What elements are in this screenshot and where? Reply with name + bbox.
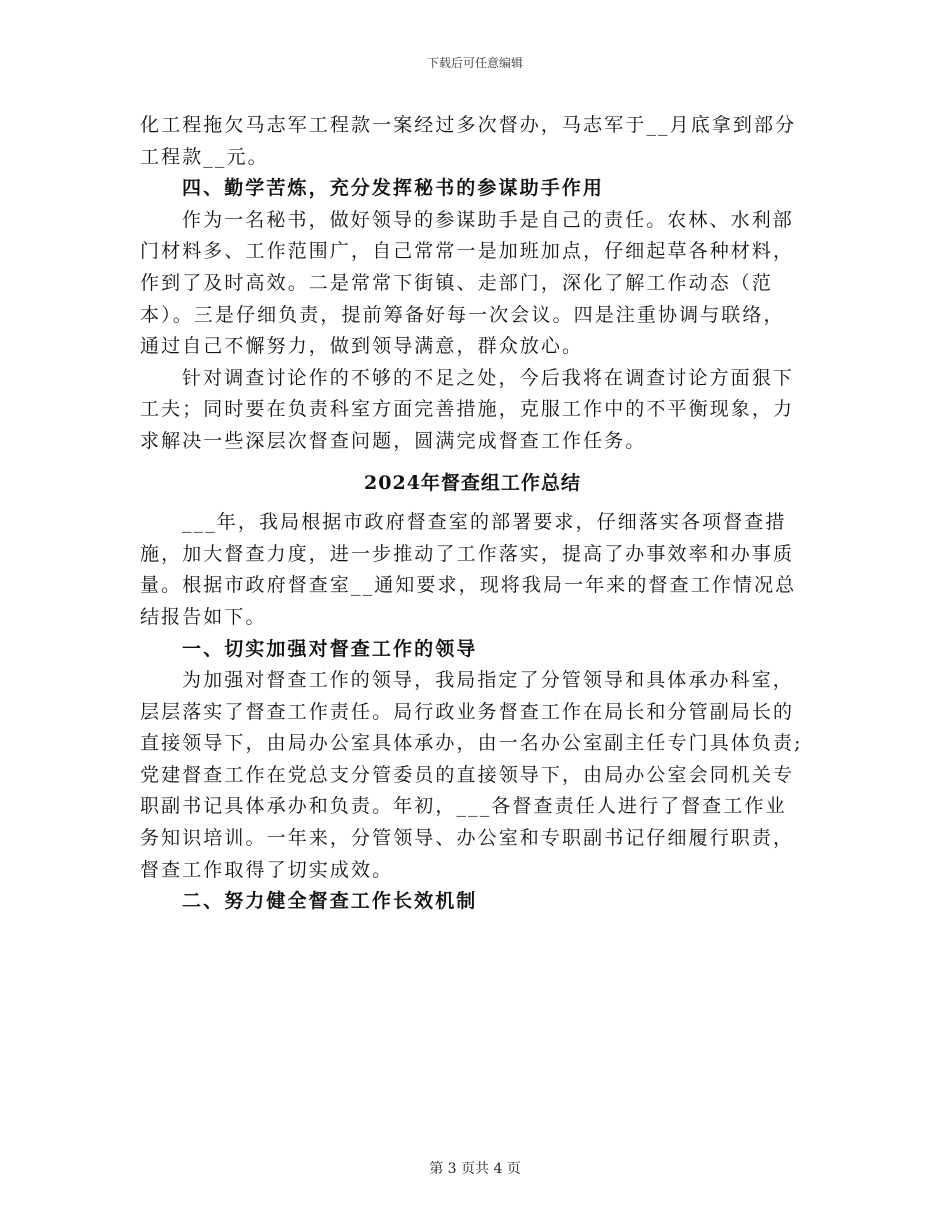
paragraph: 针对调查讨论作的不够的不足之处，今后我将在调查讨论方面狠下工夫；同时要在负责科室方面完善措施，克服工作中的不平衡现象，力求解决一些深层次督查问题，圆满完成督查工作任务。 <box>140 366 795 452</box>
paragraph: ___年，我局根据市政府督查室的部署要求，仔细落实各项督查措施，加大督查力度，进一步推动了工作落实，提高了办事效率和办事质量。根据市政府督查室__通知要求，现将我局一年来的督查工作情况总结报告如下。 <box>140 511 797 628</box>
document-body <box>140 110 805 918</box>
page-header: 下载后可任意编辑 <box>426 56 523 70</box>
section-heading-4: 四、勤学苦炼，充分发挥秘书的参谋助手作用 <box>182 177 605 200</box>
section-heading-1: 一、切实加强对督查工作的领导 <box>182 637 478 660</box>
paragraph: 作为一名秘书，做好领导的参谋助手是自己的责任。农林、水利部门材料多、工作范围广，自己常常一是加班加点，仔细起草各种材料，作到了及时高效。二是常常下街镇、走部门，深化了解工作动态（范本）。三是仔细负责，提前筹备好每一次会议。四是注重协调与联络，通过自己不懈努力，做到领导满意，群众放心。 <box>140 208 795 358</box>
page-footer: 第 3 页共 4 页 <box>429 1161 521 1177</box>
paragraph: 为加强对督查工作的领导，我局指定了分管领导和具体承办科室，层层落实了督查工作责任。局行政业务督查工作在局长和分管副局长的直接领导下，由局办公室具体承办，由一名办公室副主任专门具体负责;党建督查工作在党总支分管委员的直接领导下，由局办公室会同机关专职副书记具体承办和负责。年初，___各督查责任人进行了督查工作业务知识培训。一年来，分管领导、办公室和专职副书记仔细履行职责，督查工作取得了切实成效。 <box>140 669 803 881</box>
document-title: 2024年督查组工作总结 <box>364 471 581 494</box>
section-heading-2: 二、努力健全督查工作长效机制 <box>182 890 478 913</box>
paragraph: 化工程拖欠马志军工程款一案经过多次督办，马志军于__月底拿到部分工程款__元。 <box>140 114 797 168</box>
